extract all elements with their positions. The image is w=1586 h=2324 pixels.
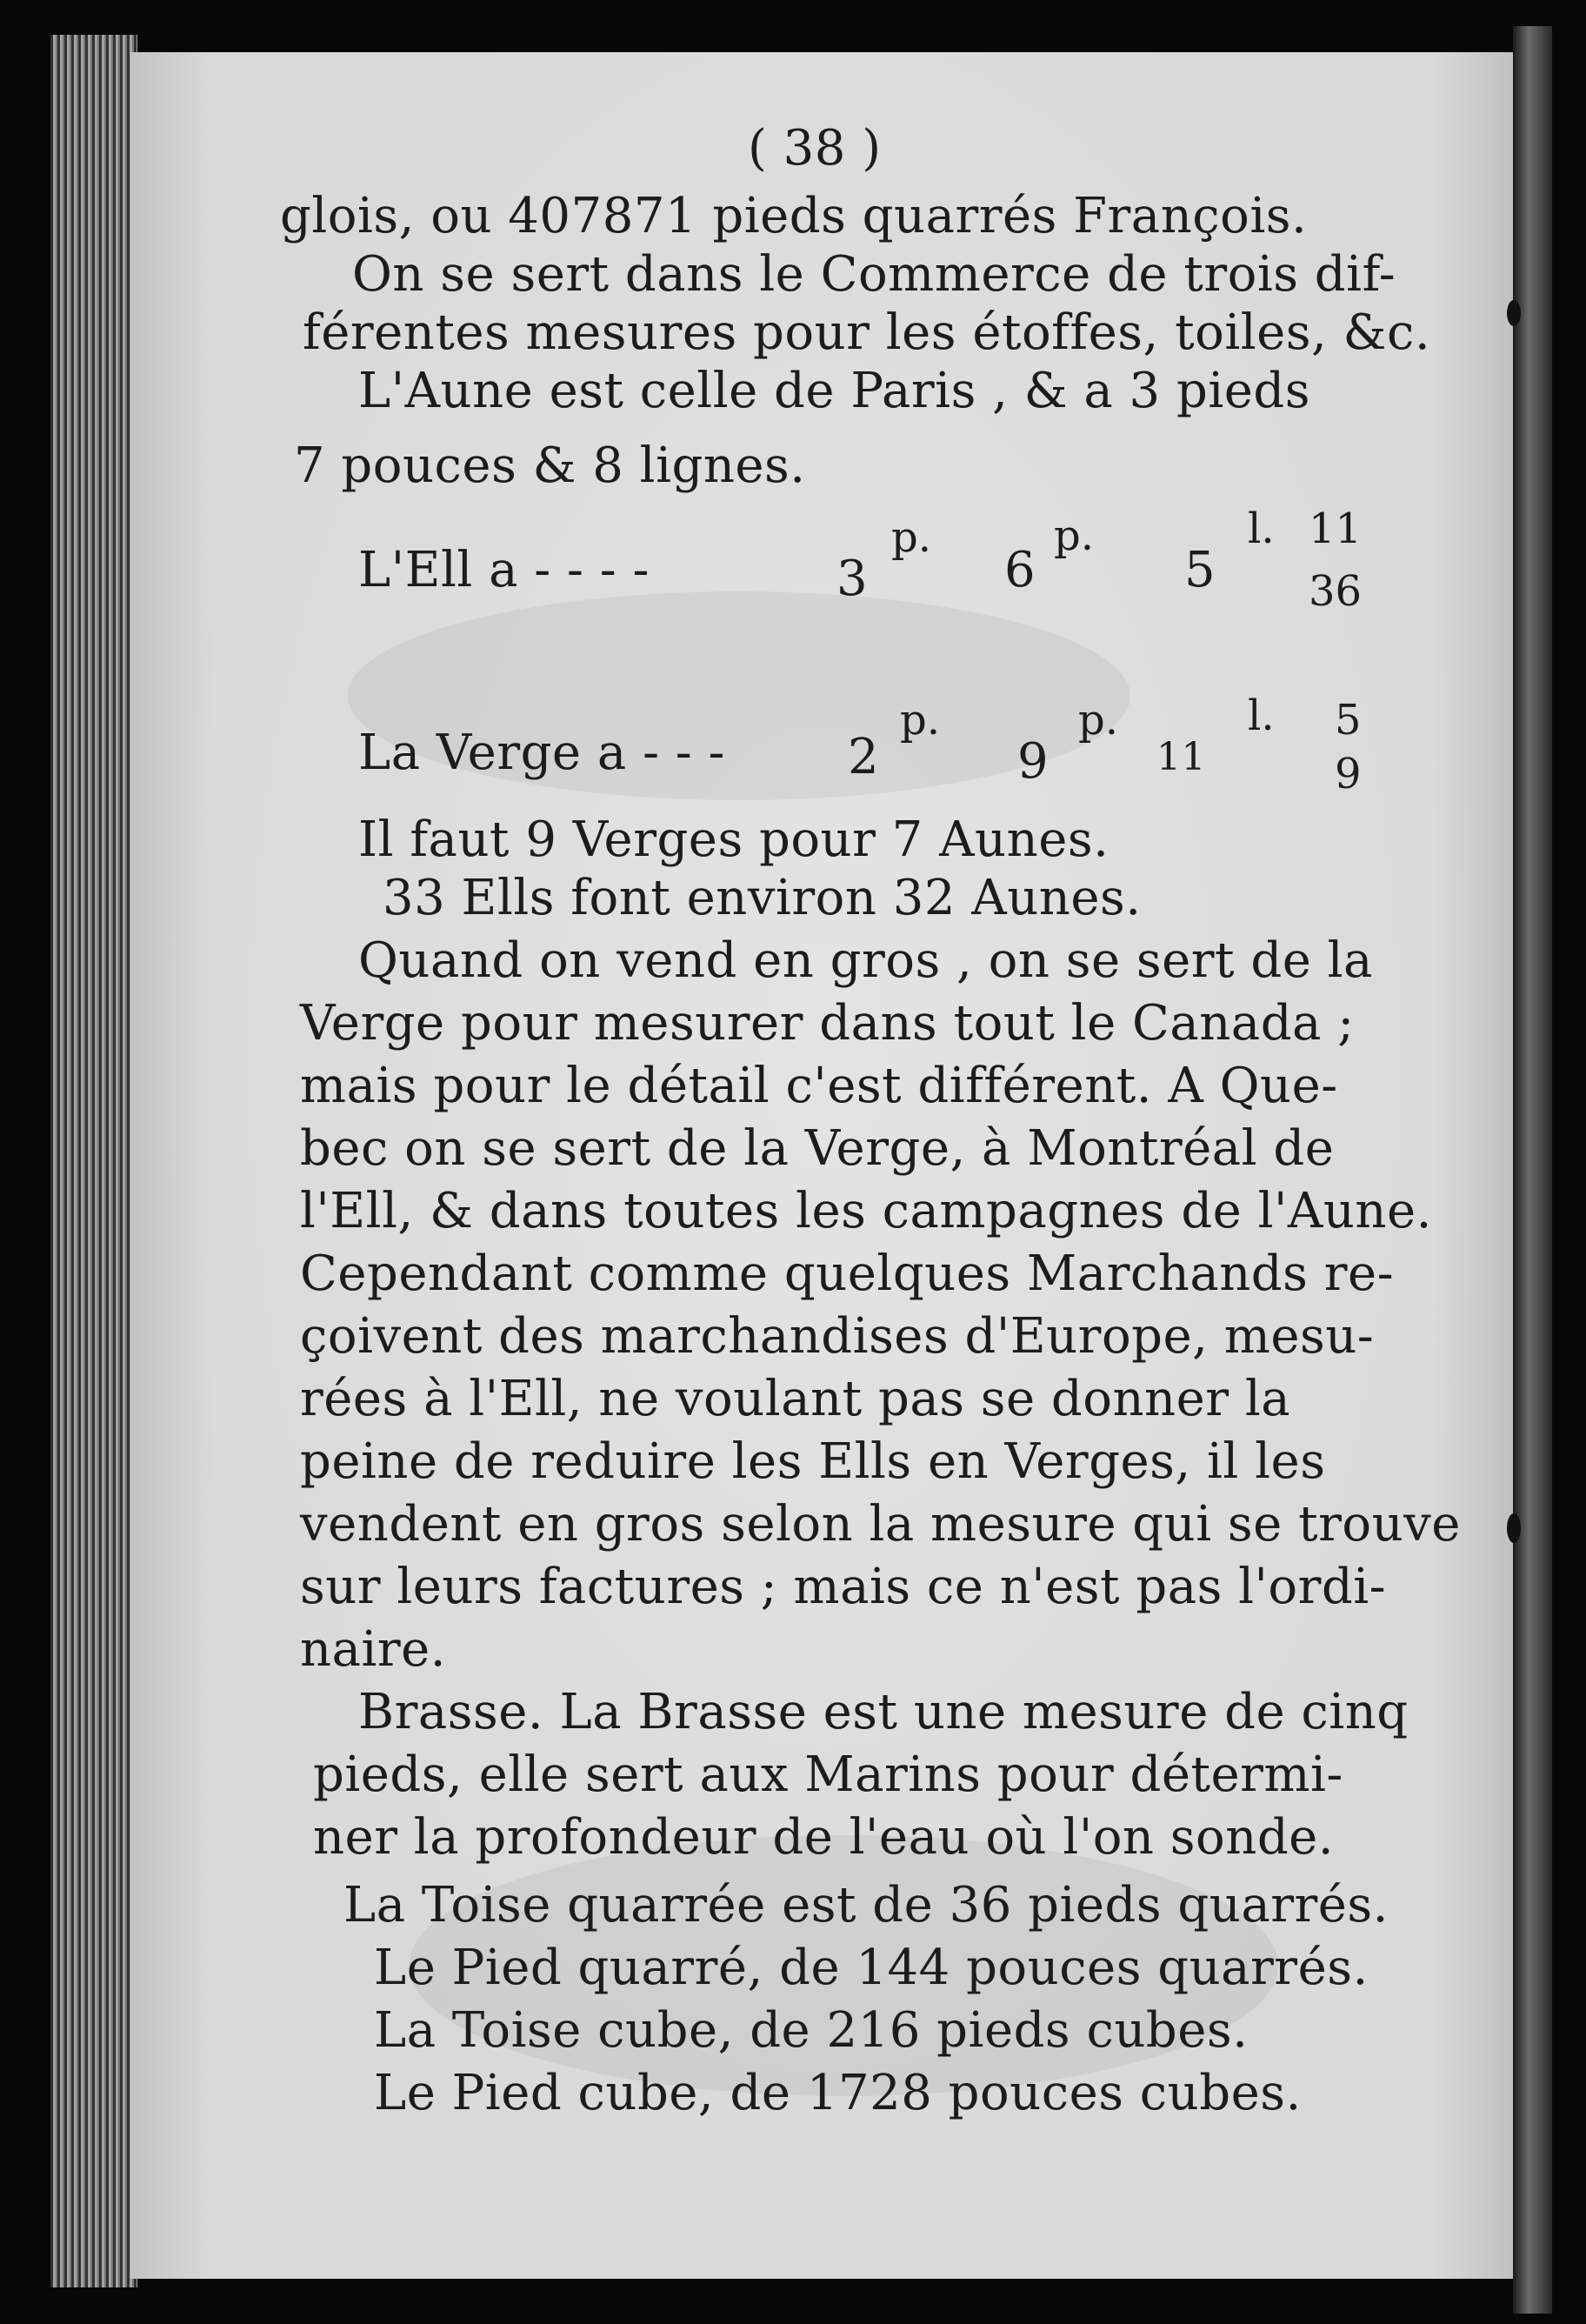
text-line: Le Pied cube, de 1728 pouces cubes. — [374, 2065, 1302, 2121]
page-number: ( 38 ) — [748, 120, 882, 177]
text-line: Cependant comme quelques Marchands re- — [300, 1245, 1395, 1302]
text-line: naire. — [300, 1621, 447, 1678]
text-line: rées à l'Ell, ne voulant pas se donner la — [300, 1371, 1291, 1427]
unit-pouces: p. — [1078, 696, 1118, 745]
measure-label: La Verge a - - - — [358, 725, 725, 781]
text-line: Il faut 9 Verges pour 7 Aunes. — [358, 811, 1110, 868]
text-line: peine de reduire les Ells en Verges, il les — [300, 1433, 1326, 1490]
text-line: 7 pouces & 8 lignes. — [294, 437, 806, 494]
measure-lignes: 11 — [1156, 735, 1206, 779]
text-line: férentes mesures pour les étoffes, toiles, &c. — [303, 304, 1431, 361]
text-line: vendent en gros selon la mesure qui se trouve — [300, 1496, 1461, 1553]
text-line: La Toise cube, de 216 pieds cubes. — [374, 2002, 1249, 2059]
binding-mark — [1507, 300, 1521, 326]
text-line: Le Pied quarré, de 144 pouces quarrés. — [374, 1940, 1369, 1996]
fraction-numerator: 5 — [1335, 696, 1362, 745]
gutter-shadow — [1513, 26, 1552, 2314]
fraction-denominator: 9 — [1335, 750, 1362, 798]
fraction-denominator: 36 — [1309, 567, 1363, 616]
measure-pieds: 3 — [836, 551, 869, 607]
measure-pouces: 6 — [1004, 542, 1036, 598]
text-line: Brasse. La Brasse est une mesure de cinq — [358, 1684, 1409, 1740]
measure-pouces: 9 — [1017, 733, 1050, 790]
text-line: glois, ou 407871 pieds quarrés François. — [280, 188, 1308, 244]
text-line: l'Ell, & dans toutes les campagnes de l'Aune. — [300, 1183, 1432, 1239]
text-line: sur leurs factures ; mais ce n'est pas l'ordi- — [300, 1559, 1387, 1615]
page-edges — [50, 35, 137, 2287]
text-line: La Toise quarrée est de 36 pieds quarrés. — [343, 1877, 1389, 1933]
fraction-numerator: 11 — [1309, 504, 1363, 553]
text-line: Verge pour mesurer dans tout le Canada ; — [300, 995, 1355, 1052]
unit-lignes: l. — [1248, 504, 1275, 553]
binding-mark — [1507, 1513, 1521, 1543]
measure-lignes: 5 — [1184, 542, 1216, 598]
unit-pieds: p. — [900, 696, 940, 745]
text-line: bec on se sert de la Verge, à Montréal de — [300, 1120, 1335, 1177]
text-line: L'Aune est celle de Paris , & a 3 pieds — [358, 363, 1310, 419]
text-line: ner la profondeur de l'eau où l'on sonde. — [313, 1809, 1335, 1866]
text-line: mais pour le détail c'est différent. A Que- — [300, 1058, 1338, 1114]
text-line: On se sert dans le Commerce de trois dif- — [352, 246, 1396, 303]
measure-label: L'Ell a - - - - — [358, 542, 650, 598]
text-line: pieds, elle sert aux Marins pour détermi- — [313, 1746, 1343, 1803]
text-line: Quand on vend en gros , on se sert de la — [358, 932, 1373, 989]
unit-lignes: l. — [1248, 691, 1275, 740]
text-line: 33 Ells font environ 32 Aunes. — [383, 870, 1142, 926]
text-line: çoivent des marchandises d'Europe, mesu- — [300, 1308, 1375, 1365]
unit-pouces: p. — [1054, 511, 1094, 560]
unit-pieds: p. — [891, 513, 931, 562]
measure-pieds: 2 — [848, 729, 880, 785]
